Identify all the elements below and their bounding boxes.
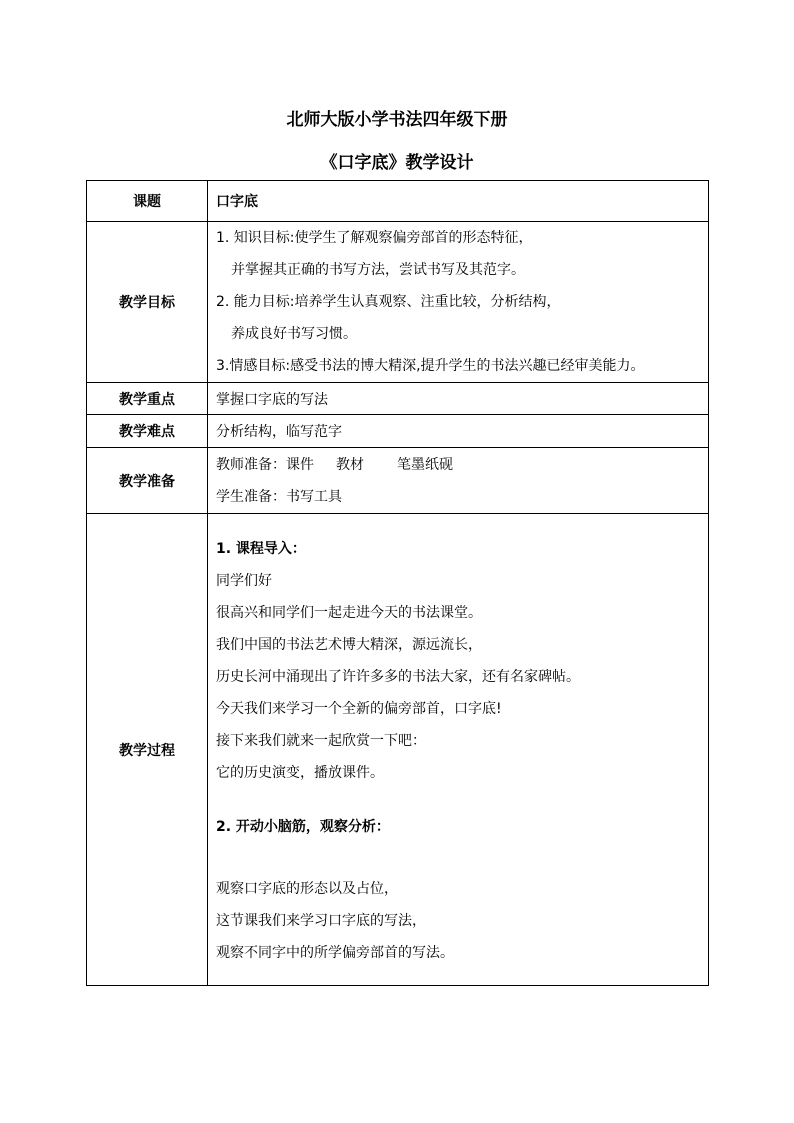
row-topic	[87, 181, 709, 222]
goals-label: 教学目标	[87, 222, 208, 383]
process-line: 今天我们来学习一个全新的偏旁部首，口字底!	[216, 700, 502, 717]
preparation-content	[208, 448, 709, 514]
document-subtitle: 《口字底》教学设计	[320, 153, 474, 173]
goal-line: 1. 知识目标:使学生了解观察偏旁部首的形态特征，	[216, 230, 533, 246]
process-content	[208, 514, 709, 986]
teacher-prep-item: 教材	[336, 456, 364, 473]
process-line: 历史长河中涌现出了许许多多的书法大家，还有名家碑帖。	[216, 668, 580, 685]
difficulties-value: 分析结构，临写范字	[208, 415, 709, 448]
section-heading: 2. 开动小脑筋，观察分析：	[216, 818, 390, 835]
process-label: 教学过程	[87, 514, 208, 986]
goal-line: 并掌握其正确的书写方法，尝试书写及其范字。	[231, 262, 525, 278]
goal-line: 2. 能力目标:培养学生认真观察、注重比较，分析结构，	[216, 294, 561, 310]
process-line: 它的历史演变，播放课件。	[216, 764, 384, 781]
preparation-label: 教学准备	[87, 448, 208, 514]
process-line: 这节课我们来学习口字底的写法，	[216, 912, 426, 929]
goals-content	[208, 222, 709, 383]
row-key-points	[87, 383, 709, 415]
process-line: 我们中国的书法艺术博大精深，源远流长，	[216, 636, 482, 653]
teacher-prep-item: 教师准备：课件	[216, 456, 314, 473]
document-title: 北师大版小学书法四年级下册	[286, 110, 508, 130]
row-goals	[87, 222, 709, 383]
difficulties-label: 教学难点	[87, 415, 208, 448]
row-difficulties	[87, 415, 709, 448]
row-preparation	[87, 448, 709, 514]
process-line: 观察口字底的形态以及占位，	[216, 880, 398, 897]
teacher-prep-item: 笔墨纸砚	[397, 456, 453, 473]
process-line: 很高兴和同学们一起走进今天的书法课堂。	[216, 604, 482, 621]
topic-value: 口字底	[208, 181, 709, 222]
process-line: 同学们好	[216, 572, 272, 589]
key-points-label: 教学重点	[87, 383, 208, 415]
goal-line: 养成良好书写习惯。	[231, 326, 357, 342]
process-line: 接下来我们就来一起欣赏一下吧：	[216, 732, 426, 749]
section-heading: 1. 课程导入：	[216, 540, 306, 557]
row-process	[87, 514, 709, 986]
lesson-plan-table	[86, 180, 709, 986]
goal-line: 3.情感目标:感受书法的博大精深,提升学生的书法兴趣已经审美能力。	[216, 358, 645, 374]
key-points-value: 掌握口字底的写法	[208, 383, 709, 415]
topic-label: 课题	[87, 181, 208, 222]
student-preparation: 学生准备：书写工具	[216, 488, 342, 505]
teacher-preparation	[216, 449, 708, 481]
process-line: 观察不同字中的所学偏旁部首的写法。	[216, 944, 454, 961]
